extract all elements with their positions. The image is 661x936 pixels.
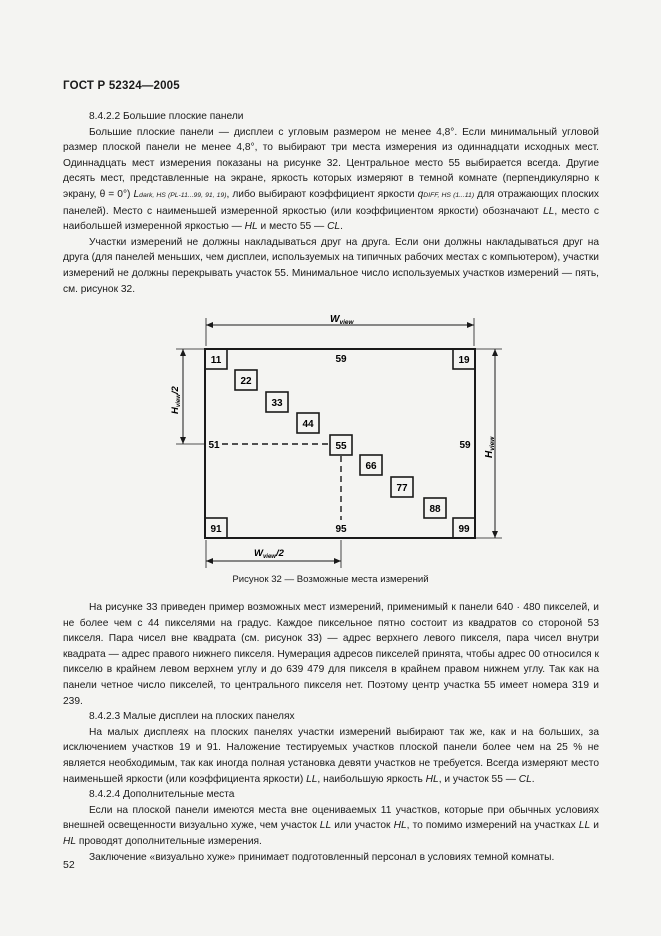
paragraph-text: Большие плоские панели — дисплеи с угловым размером не менее 4,8°. Если минимальный угловой размер плоской панели не менее 4,8°, то выбирают три места измерения из одиннадцати исходных мест. Одиннадцать мест измерения показаны на рисунке 32. Центральное место 55 выбирается всегда. Другие десять мест, представленные на экране, яркость которых измеряют в темной комнате (перпендикулярно к экрану, θ = 0°) — [63, 126, 599, 200]
luminance-symbol: L — [133, 188, 140, 200]
arrow-left-icon — [206, 558, 213, 564]
paragraph-additional-spots — [63, 803, 599, 850]
paragraph-text: . — [340, 221, 343, 233]
paragraph-small-displays — [63, 725, 599, 787]
arrow-left-icon — [206, 322, 213, 328]
spot-label-plain: 95 — [335, 524, 347, 535]
half-width-label: $W_{view}/2$ — [254, 548, 284, 560]
paragraph-overlap: Участки измерений не должны накладываться друг на друга. Если они должны накладываться друг на друга (для панелей меньших, чем дисплеи, используемых на типичных рабочих местах с компьютером), участки измерений не должны перекрывать участок 55. Минимальное число используемых участков измерений — пять, см. рисунок 32. — [63, 236, 599, 295]
spot-label-plain: 51 — [208, 440, 220, 451]
spot-label: 55 — [335, 441, 347, 452]
half-height-label: $H_{view}/2$ — [170, 386, 182, 414]
ll-term: LL — [543, 205, 555, 217]
coefficient-symbol: q — [417, 188, 424, 200]
width-label: $W_{view}$ — [330, 314, 354, 326]
paragraph-text: для отражающих плоских панелей). Место с наименьшей измеренной яркостью (или коэффициентом яркости) обозначают — [63, 188, 599, 217]
arrow-up-icon — [180, 349, 186, 356]
spot-label: 44 — [302, 419, 314, 430]
paragraph-text: , либо выбирают коэффициент яркости — [226, 188, 415, 200]
paragraph-text: , наибольшую яркость — [317, 773, 423, 785]
spot-label-plain: 59 — [335, 354, 347, 365]
paragraph-text: , место с наибольшей измеренной яркостью — — [63, 205, 599, 233]
cl-term: CL — [518, 773, 532, 785]
spot-label: 66 — [365, 461, 377, 472]
cl-term: CL — [327, 221, 341, 233]
ll-term: LL — [306, 773, 318, 785]
spot-label: 33 — [271, 398, 283, 409]
figure-caption: Рисунок 32 — Возможные места измерений — [232, 574, 429, 585]
ll-term: LL — [578, 820, 591, 832]
section-title-8-4-2-4: 8.4.2.4 Дополнительные места — [89, 789, 235, 801]
spot-label: 99 — [458, 524, 470, 535]
paragraph-text: или участок — [334, 820, 391, 832]
paragraph-text: , и участок 55 — — [438, 773, 516, 785]
paragraph-conclusion: Заключение «визуально хуже» принимает подготовленный персонал в условиях темной комнаты. — [89, 851, 555, 863]
paragraph-text: и место 55 — — [260, 221, 325, 233]
hl-term: HL — [393, 820, 407, 832]
hl-term: HL — [63, 835, 77, 847]
hl-term: HL — [244, 221, 258, 233]
paragraph-text: На малых дисплеях на плоских панелях участки измерений выбирают так же, как и на больших, за исключением участков 19 и 91. Наложение тестируемых участков плоской панели более чем на 25 % не является необходимым, так как иногда полная установка девяти участков не требуется. Всегда измеряют место наименьшей яркости (или коэффициента яркости) — [63, 726, 599, 785]
spot-label-plain: 59 — [459, 440, 471, 451]
height-label: $H_{view}$ — [484, 436, 496, 458]
spot-label: 19 — [458, 355, 470, 366]
page-number: 52 — [63, 859, 75, 871]
arrow-right-icon — [467, 322, 474, 328]
paragraph-text: и — [593, 820, 599, 832]
section-title-8-4-2-3: 8.4.2.3 Малые дисплеи на плоских панелях — [89, 711, 295, 723]
paragraph-figure-33: На рисунке 33 приведен пример возможных мест измерений, применимый к панели 640 · 480 пикселей, и не более чем с 44 пикселями на градус. Каждое пиксельное пятно состоит из квадратов со стороной 53 пикселя. Пара чисел вне квадрата (см. рисунок 33) — адрес верхнего левого пикселя, пара чисел внутри квадрата — адрес правого нижнего пикселя. Нумерация адресов пикселей принята, чтобы адрес 00 относился к пикселю в крайнем левом верхнем углу и до 639 479 для пикселя в крайнем правом нижнем углу. Так как на панели четное число пикселей, то центрального пикселя нет. Поэтому центр участка 55 имеет номера 319 и 239. — [63, 602, 599, 707]
paragraph-text: . — [531, 773, 535, 785]
spot-label: 22 — [240, 376, 252, 387]
spot-label: 88 — [429, 504, 441, 515]
luminance-subscript: dark, HS (PL-11...99, 91, 19) — [139, 191, 227, 199]
arrow-right-icon — [334, 558, 341, 564]
section-after-figure — [63, 600, 599, 865]
hl-term: HL — [425, 773, 439, 785]
arrow-down-icon — [180, 437, 186, 444]
arrow-down-icon — [492, 531, 498, 538]
paragraph-text: Если на плоской панели имеются места вне оцениваемых 11 участков, которые при обычных условиях внешней освещенности визуально хуже, чем участок — [63, 804, 599, 832]
ll-term: LL — [319, 820, 332, 832]
paragraph-text: проводят дополнительные измерения. — [78, 835, 262, 847]
section-title-8-4-2-2: 8.4.2.2 Большие плоские панели — [89, 111, 244, 122]
spot-label: 11 — [210, 355, 222, 366]
paragraph-text: , то помимо измерений на участках — [406, 820, 576, 832]
coefficient-subscript: DIFF, HS (1...11) — [423, 191, 475, 199]
standard-header: ГОСТ Р 52324—2005 — [63, 80, 180, 92]
spot-label: 77 — [396, 483, 408, 494]
spot-label: 91 — [210, 524, 222, 535]
arrow-up-icon — [492, 349, 498, 356]
